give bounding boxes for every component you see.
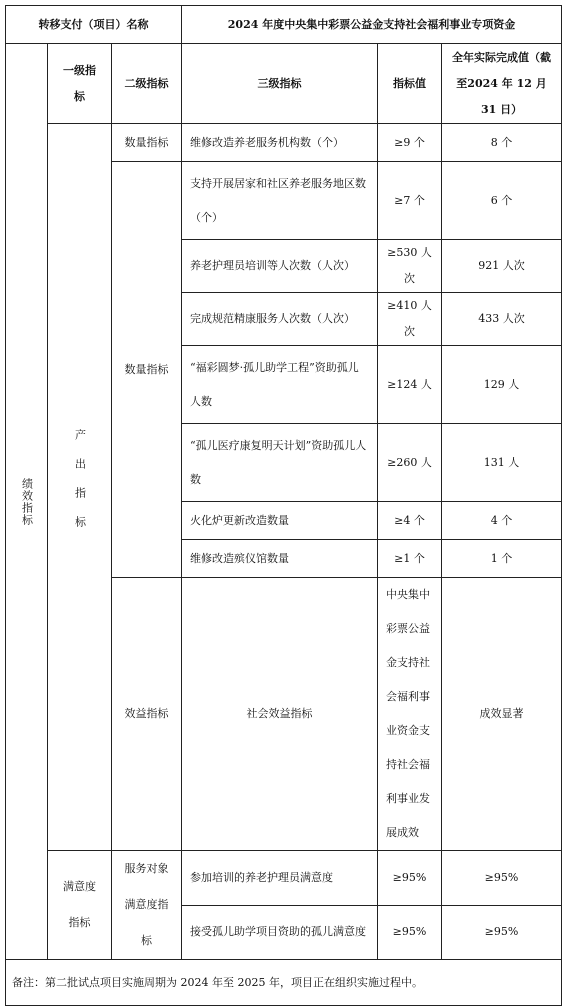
subgroup-social-benefit: 社会效益指标 bbox=[182, 578, 378, 851]
actual-cell: 129 人 bbox=[442, 346, 562, 424]
col-level2-header: 二级指标 bbox=[112, 44, 182, 124]
target-cell: ≥7 个 bbox=[378, 162, 442, 240]
indicator-cell: 接受孤儿助学项目资助的孤儿满意度 bbox=[182, 905, 378, 960]
indicator-cell: 养老护理员培训等人次数（人次） bbox=[182, 240, 378, 293]
sidebar-cell bbox=[6, 44, 48, 960]
target-cell: 成效显著 bbox=[442, 578, 562, 851]
subgroup-quantity-b: 数量指标 bbox=[112, 162, 182, 578]
actual-cell: 131 人 bbox=[442, 424, 562, 502]
note-row bbox=[6, 960, 562, 1006]
target-cell: ≥4 个 bbox=[378, 502, 442, 540]
project-name-value: 2024 年度中央集中彩票公益金支持社会福利事业专项资金 bbox=[182, 6, 562, 44]
subgroup-service-satisfaction: 服务对象满意度指标 bbox=[112, 851, 182, 960]
note-text: 备注：第二批试点项目实施周期为 2024 年至 2025 年，项目正在组织实施过程中。 bbox=[6, 960, 562, 1006]
group-satisfaction-label: 满意度指标 bbox=[48, 851, 112, 960]
table-row bbox=[6, 124, 562, 162]
column-header-row bbox=[6, 44, 562, 124]
indicator-cell: 火化炉更新改造数量 bbox=[182, 502, 378, 540]
indicator-cell: 完成规范精康服务人次数（人次） bbox=[182, 293, 378, 346]
target-cell: ≥124 人 bbox=[378, 346, 442, 424]
col-actual-header: 全年实际完成值（截至2024 年 12 月 31 日） bbox=[442, 44, 562, 124]
sidebar-label: 绩效指标 bbox=[20, 477, 34, 526]
target-cell: ≥95% bbox=[378, 905, 442, 960]
header-row bbox=[6, 6, 562, 44]
project-name-label: 转移支付（项目）名称 bbox=[6, 6, 182, 44]
indicator-cell: 维修改造殡仪馆数量 bbox=[182, 540, 378, 578]
subgroup-quantity-a: 数量指标 bbox=[112, 124, 182, 162]
indicator-cell: 参加培训的养老护理员满意度 bbox=[182, 851, 378, 906]
actual-cell: ≥95% bbox=[442, 851, 562, 906]
col-level3-header: 三级指标 bbox=[182, 44, 378, 124]
group-benefit-label: 效益指标 bbox=[112, 578, 182, 851]
actual-cell: 433 人次 bbox=[442, 293, 562, 346]
table-row bbox=[6, 851, 562, 906]
target-cell: ≥1 个 bbox=[378, 540, 442, 578]
group-output-cell bbox=[48, 124, 112, 851]
indicator-cell: 中央集中彩票公益金支持社会福利事业资金支持社会福利事业发展成效 bbox=[378, 578, 442, 851]
actual-cell: 8 个 bbox=[442, 124, 562, 162]
indicator-cell: 维修改造养老服务机构数（个） bbox=[182, 124, 378, 162]
group-output-label: 产出指标 bbox=[73, 429, 87, 545]
target-cell: ≥260 人 bbox=[378, 424, 442, 502]
indicator-cell: “福彩圆梦·孤儿助学工程”资助孤儿人数 bbox=[182, 346, 378, 424]
actual-cell: 6 个 bbox=[442, 162, 562, 240]
col-target-header: 指标值 bbox=[378, 44, 442, 124]
actual-cell: ≥95% bbox=[442, 905, 562, 960]
target-cell: ≥95% bbox=[378, 851, 442, 906]
actual-cell: 921 人次 bbox=[442, 240, 562, 293]
performance-table bbox=[5, 5, 562, 1006]
col-level1-header: 一级指标 bbox=[48, 44, 112, 124]
target-cell: ≥410 人次 bbox=[378, 293, 442, 346]
indicator-cell: 支持开展居家和社区养老服务地区数（个） bbox=[182, 162, 378, 240]
actual-cell: 1 个 bbox=[442, 540, 562, 578]
target-cell: ≥9 个 bbox=[378, 124, 442, 162]
target-cell: ≥530 人次 bbox=[378, 240, 442, 293]
actual-cell: 4 个 bbox=[442, 502, 562, 540]
indicator-cell: “孤儿医疗康复明天计划”资助孤儿人数 bbox=[182, 424, 378, 502]
